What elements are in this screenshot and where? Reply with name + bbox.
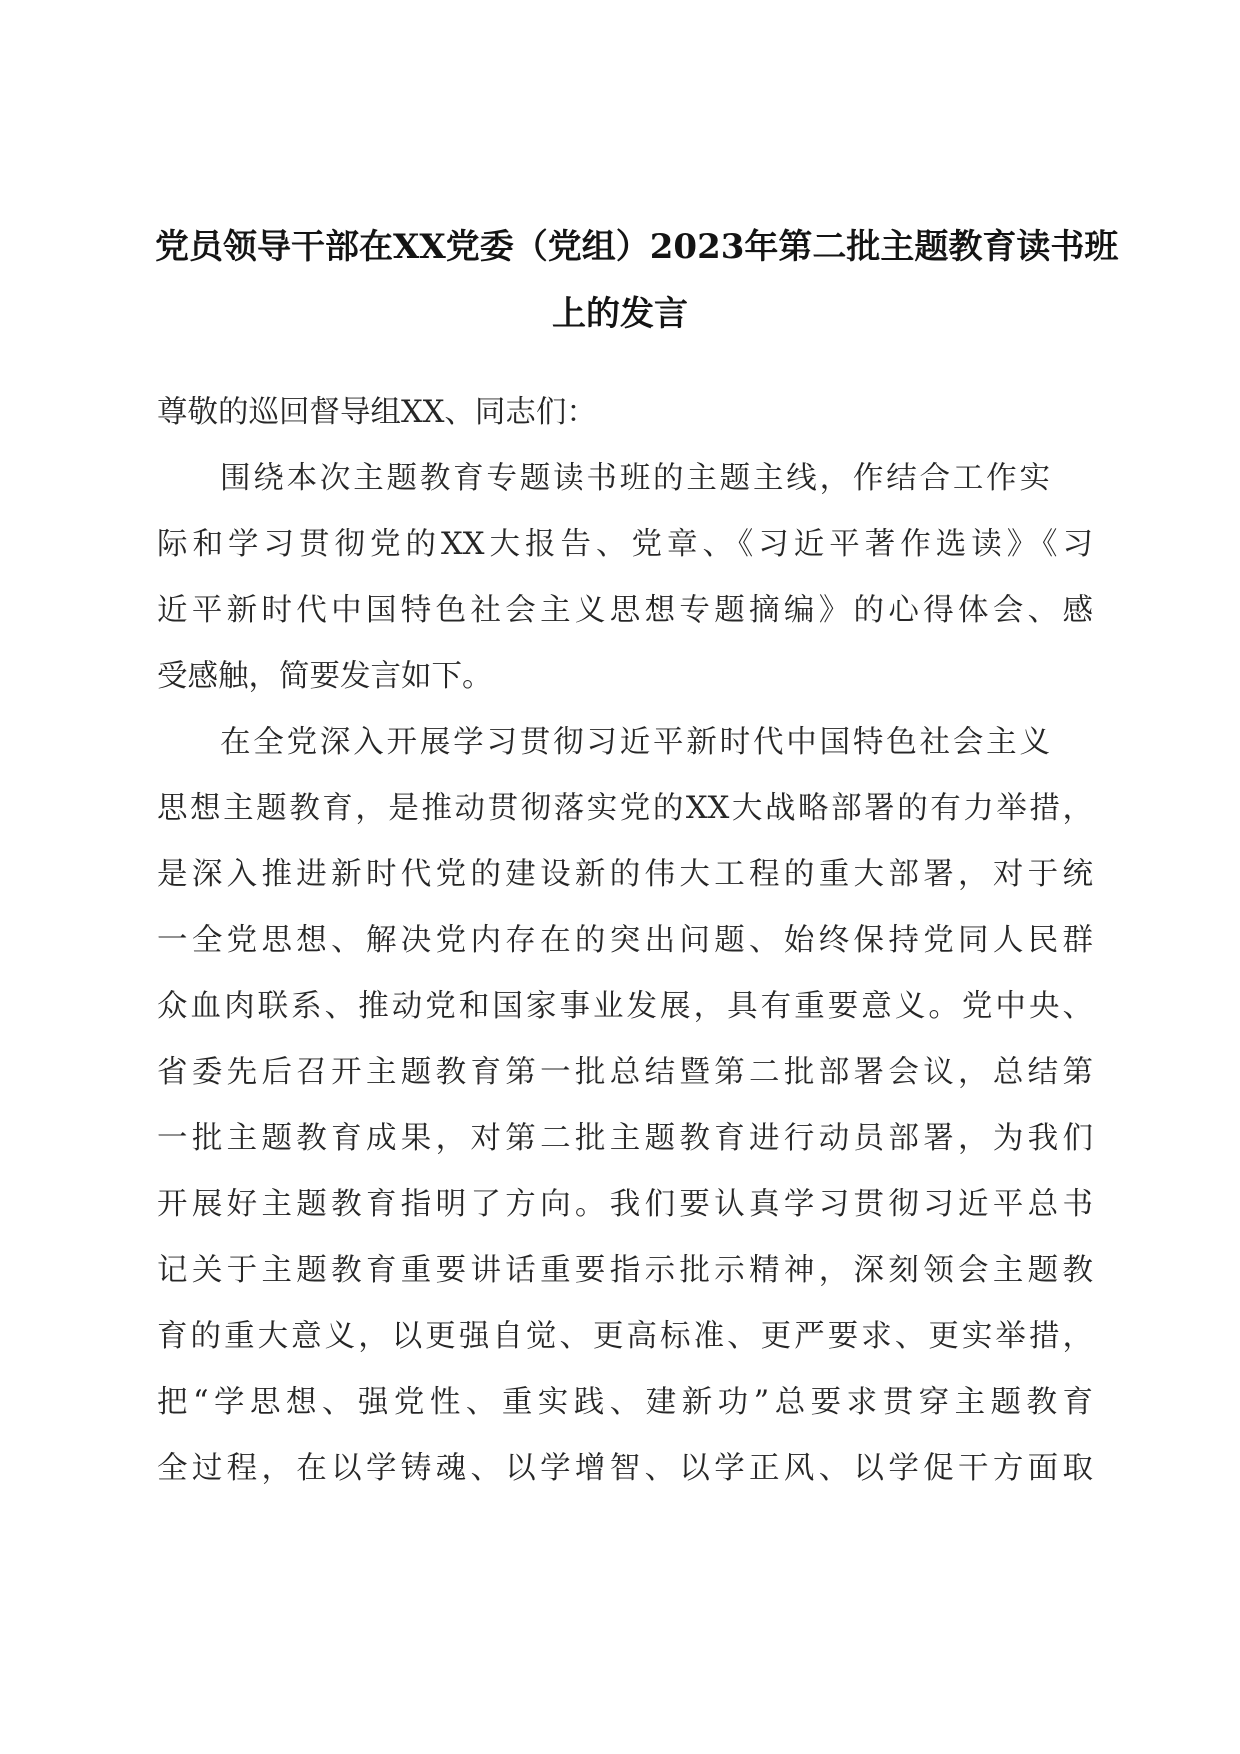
document-title-line-2: 上的发言 — [552, 294, 688, 334]
paragraph-2-line-7: 一批主题教育成果，对第二批主题教育进行动员部署，为我们 — [157, 1121, 1093, 1156]
salutation: 尊敬的巡回督导组XX、同志们： — [157, 395, 597, 430]
paragraph-1-line-2: 际和学习贯彻党的XX大报告、党章、《习近平著作选读》《习 — [157, 527, 1093, 562]
paragraph-2-line-4: 一全党思想、解决党内存在的突出问题、始终保持党同人民群 — [157, 923, 1093, 958]
paragraph-2-line-1: 在全党深入开展学习贯彻习近平新时代中国特色社会主义 — [220, 725, 1050, 760]
document-title-line-1: 党员领导干部在XX党委（党组）2023年第二批主题教育读书班 — [155, 227, 1119, 267]
paragraph-2-line-11: 把“学思想、强党性、重实践、建新功”总要求贯穿主题教育 — [157, 1385, 1093, 1420]
paragraph-2-line-8: 开展好主题教育指明了方向。我们要认真学习贯彻习近平总书 — [157, 1187, 1093, 1222]
paragraph-2-line-5: 众血肉联系、推动党和国家事业发展，具有重要意义。党中央、 — [157, 989, 1093, 1024]
paragraph-2-line-2: 思想主题教育，是推动贯彻落实党的XX大战略部署的有力举措， — [157, 791, 1093, 826]
paragraph-1-line-4: 受感触，简要发言如下。 — [157, 659, 493, 694]
paragraph-2-line-3: 是深入推进新时代党的建设新的伟大工程的重大部署，对于统 — [157, 857, 1093, 892]
paragraph-1-line-1: 围绕本次主题教育专题读书班的主题主线，作结合工作实 — [220, 461, 1050, 496]
paragraph-2-line-10: 育的重大意义，以更强自觉、更高标准、更严要求、更实举措， — [157, 1319, 1093, 1354]
paragraph-1-line-3: 近平新时代中国特色社会主义思想专题摘编》的心得体会、感 — [157, 593, 1093, 628]
paragraph-2-line-9: 记关于主题教育重要讲话重要指示批示精神，深刻领会主题教 — [157, 1253, 1093, 1288]
paragraph-2-line-6: 省委先后召开主题教育第一批总结暨第二批部署会议，总结第 — [157, 1055, 1093, 1090]
paragraph-2-line-12: 全过程，在以学铸魂、以学增智、以学正风、以学促干方面取 — [157, 1451, 1093, 1486]
